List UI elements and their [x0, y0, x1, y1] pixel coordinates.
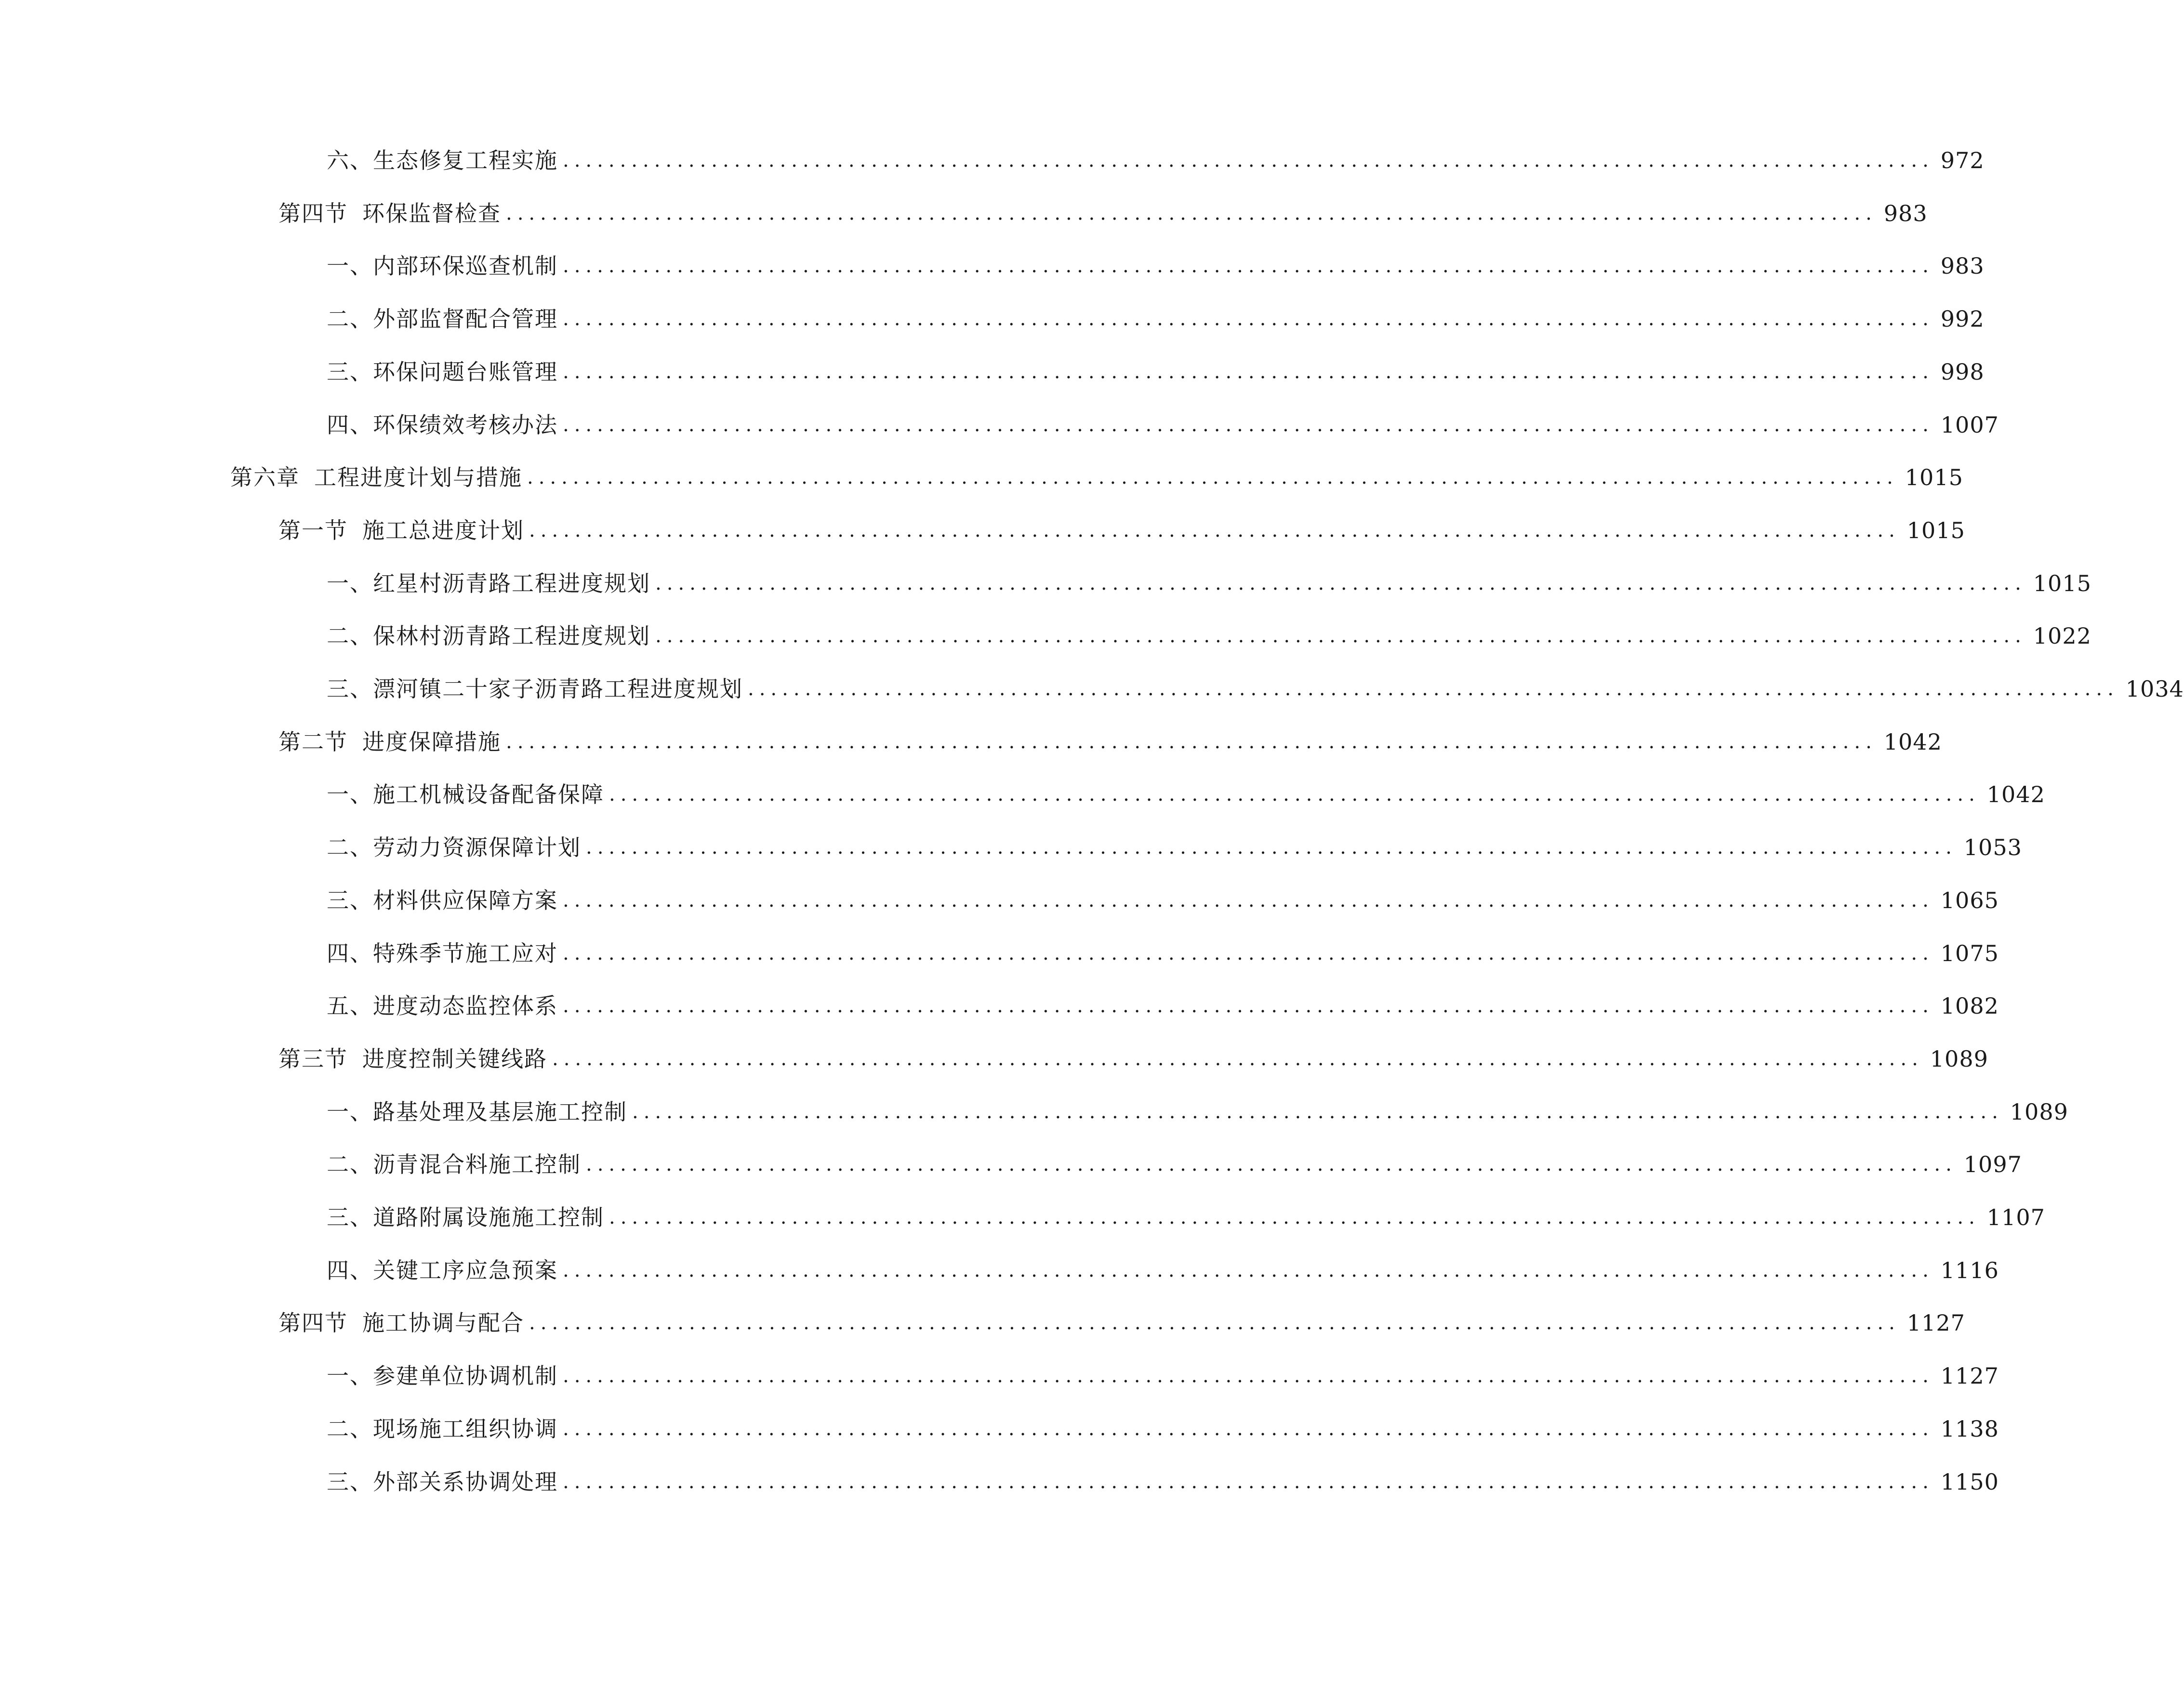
toc-entry-page-number: 1034 — [2125, 676, 2184, 702]
toc-entry-chapter[interactable] — [230, 458, 1963, 497]
dot-leader: ........................................................................................................................ — [563, 995, 1934, 1017]
toc-entry-item[interactable] — [327, 1251, 1999, 1290]
dot-leader: ........................................................................................................................ — [563, 1470, 1934, 1493]
toc-entry-title: 工程进度计划与措施 — [314, 464, 522, 491]
toc-entry-number: 一、 — [327, 781, 373, 808]
toc-entry-title: 保林村沥青路工程进度规划 — [373, 623, 650, 649]
toc-entry-title: 劳动力资源保障计划 — [373, 834, 581, 861]
toc-entry-page-number: 1053 — [1963, 834, 2022, 861]
dot-leader: ........................................................................................................................ — [609, 783, 1980, 806]
toc-entry-title: 生态修复工程实施 — [373, 147, 558, 173]
toc-entry-item[interactable] — [327, 353, 1985, 391]
dot-leader: ........................................................................................................................ — [552, 1047, 1923, 1070]
toc-entry-page-number: 1116 — [1940, 1257, 1999, 1283]
toc-entry-title: 沥青混合料施工控制 — [373, 1151, 581, 1178]
toc-entry-title: 进度动态监控体系 — [373, 993, 558, 1019]
toc-entry-section[interactable] — [278, 511, 1965, 550]
toc-entry-page-number: 1082 — [1940, 993, 1999, 1019]
toc-entry-number: 第三节 — [278, 1045, 348, 1072]
toc-entry-number: 一、 — [327, 1363, 373, 1389]
toc-entry-number: 六、 — [327, 147, 373, 173]
toc-entry-number: 第六章 — [230, 464, 300, 491]
dot-leader: ........................................................................................................................ — [586, 836, 1957, 859]
dot-leader: ........................................................................................................................ — [506, 730, 1877, 753]
toc-entry-item[interactable] — [327, 564, 2091, 603]
toc-entry-item[interactable] — [327, 406, 1999, 444]
toc-entry-number: 四、 — [327, 1257, 373, 1283]
toc-entry-title: 特殊季节施工应对 — [373, 940, 558, 966]
toc-entry-number: 一、 — [327, 1098, 373, 1125]
toc-entry-page-number: 1138 — [1940, 1415, 1999, 1442]
toc-entry-number: 第四节 — [278, 1310, 348, 1336]
toc-entry-item[interactable] — [327, 828, 2022, 867]
toc-entry-number: 二、 — [327, 1151, 373, 1178]
dot-leader: ........................................................................................................................ — [563, 1365, 1934, 1387]
dot-leader: ........................................................................................................................ — [563, 360, 1934, 383]
toc-entry-page-number: 1150 — [1940, 1468, 1999, 1495]
toc-entry-page-number: 1065 — [1940, 887, 1999, 913]
dot-leader: ........................................................................................................................ — [563, 889, 1934, 911]
toc-entry-page-number: 983 — [1883, 200, 1928, 226]
dot-leader: ........................................................................................................................ — [563, 308, 1934, 330]
toc-entry-title: 外部关系协调处理 — [373, 1468, 558, 1495]
toc-entry-page-number: 983 — [1940, 253, 1985, 279]
toc-entry-item[interactable] — [327, 1093, 2068, 1131]
toc-entry-page-number: 1015 — [1905, 464, 1963, 491]
toc-entry-item[interactable] — [327, 617, 2091, 655]
toc-entry-item[interactable] — [327, 1410, 1999, 1448]
toc-entry-number: 四、 — [327, 940, 373, 966]
toc-entry-item[interactable] — [327, 987, 1999, 1025]
dot-leader: ........................................................................................................................ — [563, 1259, 1934, 1281]
toc-entry-title: 材料供应保障方案 — [373, 887, 558, 913]
dot-leader: ........................................................................................................................ — [529, 519, 1900, 541]
toc-entry-item[interactable] — [327, 1463, 1999, 1501]
toc-entry-title: 道路附属设施施工控制 — [373, 1204, 604, 1230]
toc-entry-page-number: 1127 — [1940, 1363, 1999, 1389]
toc-entry-title: 进度控制关键线路 — [362, 1045, 547, 1072]
toc-entry-item[interactable] — [327, 1357, 1999, 1395]
toc-entry-item[interactable] — [327, 881, 1999, 920]
dot-leader: ........................................................................................................................ — [506, 202, 1877, 224]
toc-entry-page-number: 1107 — [1986, 1204, 2045, 1230]
toc-entry-title: 关键工序应急预案 — [373, 1257, 558, 1283]
toc-entry-page-number: 1007 — [1940, 411, 1999, 438]
toc-entry-page-number: 1015 — [1906, 517, 1965, 543]
dot-leader: ........................................................................................................................ — [563, 149, 1934, 172]
toc-entry-item[interactable] — [327, 141, 1985, 180]
toc-entry-page-number: 1075 — [1940, 940, 1999, 966]
dot-leader: ........................................................................................................................ — [655, 625, 2026, 647]
toc-entry-item[interactable] — [327, 300, 1985, 338]
toc-entry-item[interactable] — [327, 934, 1999, 973]
toc-entry-item[interactable] — [327, 670, 2184, 708]
dot-leader: ........................................................................................................................ — [563, 255, 1934, 277]
toc-entry-number: 三、 — [327, 1204, 373, 1230]
toc-entry-page-number: 998 — [1940, 358, 1985, 385]
toc-entry-number: 二、 — [327, 623, 373, 649]
toc-entry-number: 五、 — [327, 993, 373, 1019]
toc-entry-title: 环保监督检查 — [362, 200, 501, 226]
toc-entry-title: 施工总进度计划 — [362, 517, 524, 543]
toc-entry-title: 漂河镇二十家子沥青路工程进度规划 — [373, 676, 743, 702]
toc-entry-page-number: 1089 — [2010, 1098, 2068, 1125]
toc-entry-number: 四、 — [327, 411, 373, 438]
toc-entry-number: 第四节 — [278, 200, 348, 226]
toc-entry-number: 三、 — [327, 1468, 373, 1495]
toc-entry-item[interactable] — [327, 1145, 2022, 1184]
toc-entry-number: 三、 — [327, 676, 373, 702]
toc-entry-title: 环保绩效考核办法 — [373, 411, 558, 438]
dot-leader: ........................................................................................................................ — [563, 1417, 1934, 1440]
toc-entry-page-number: 1015 — [2033, 570, 2091, 596]
toc-entry-page-number: 1127 — [1906, 1310, 1965, 1336]
dot-leader: ........................................................................................................................ — [563, 413, 1934, 436]
toc-entry-page-number: 1042 — [1883, 728, 1942, 755]
toc-entry-number: 三、 — [327, 887, 373, 913]
toc-entry-number: 三、 — [327, 358, 373, 385]
dot-leader: ........................................................................................................................ — [586, 1153, 1957, 1176]
dot-leader: ........................................................................................................................ — [563, 942, 1934, 964]
dot-leader: ........................................................................................................................ — [655, 572, 2026, 594]
toc-entry-title: 内部环保巡查机制 — [373, 253, 558, 279]
dot-leader: ........................................................................................................................ — [529, 1312, 1900, 1334]
dot-leader: ........................................................................................................................ — [748, 678, 2119, 700]
toc-entry-number: 一、 — [327, 570, 373, 596]
toc-entry-number: 二、 — [327, 1415, 373, 1442]
toc-entry-title: 路基处理及基层施工控制 — [373, 1098, 627, 1125]
toc-entry-item[interactable] — [327, 247, 1985, 285]
toc-entry-title: 施工协调与配合 — [362, 1310, 524, 1336]
toc-entry-page-number: 1089 — [1930, 1045, 1988, 1072]
toc-entry-page-number: 992 — [1940, 306, 1985, 332]
toc-entry-number: 二、 — [327, 306, 373, 332]
toc-entry-title: 红星村沥青路工程进度规划 — [373, 570, 650, 596]
toc-entry-page-number: 972 — [1940, 147, 1985, 173]
toc-entry-number: 第一节 — [278, 517, 348, 543]
dot-leader: ........................................................................................................................ — [632, 1100, 2003, 1123]
toc-entry-section[interactable] — [278, 1040, 1988, 1078]
toc-entry-page-number: 1042 — [1986, 781, 2045, 808]
toc-entry-number: 一、 — [327, 253, 373, 279]
toc-entry-item[interactable] — [327, 775, 2045, 814]
toc-entry-section[interactable] — [278, 194, 1928, 233]
toc-entry-title: 参建单位协调机制 — [373, 1363, 558, 1389]
toc-entry-title: 现场施工组织协调 — [373, 1415, 558, 1442]
toc-entry-title: 外部监督配合管理 — [373, 306, 558, 332]
toc-entry-number: 第二节 — [278, 728, 348, 755]
toc-entry-item[interactable] — [327, 1198, 2045, 1237]
toc-entry-section[interactable] — [278, 1304, 1965, 1342]
toc-entry-title: 施工机械设备配备保障 — [373, 781, 604, 808]
dot-leader: ........................................................................................................................ — [609, 1206, 1980, 1228]
toc-entry-page-number: 1097 — [1963, 1151, 2022, 1178]
toc-entry-section[interactable] — [278, 723, 1942, 761]
toc-entry-title: 环保问题台账管理 — [373, 358, 558, 385]
toc-entry-number: 二、 — [327, 834, 373, 861]
dot-leader: ........................................................................................................................ — [527, 466, 1898, 489]
toc-entry-title: 进度保障措施 — [362, 728, 501, 755]
toc-entry-page-number: 1022 — [2033, 623, 2091, 649]
